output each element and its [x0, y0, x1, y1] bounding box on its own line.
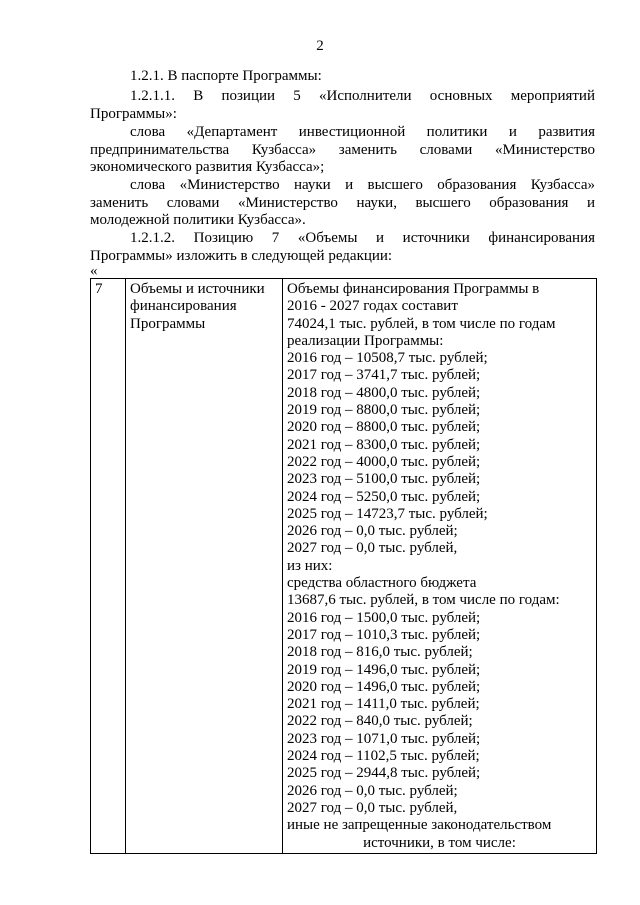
content-line: 2019 год – 8800,0 тыс. рублей;: [287, 402, 481, 419]
content-line: 2025 год – 2944,8 тыс. рублей;: [287, 765, 481, 782]
paragraph-line: 1.2.1.1. В позиции 5 «Исполнители основных мероприятий: [130, 88, 595, 104]
paragraph-1: [90, 68, 595, 86]
table-row: [91, 279, 597, 854]
content-line: средства областного бюджета: [287, 575, 477, 592]
content-line: реализации Программы:: [287, 332, 444, 349]
paragraph-line: экономического развития Кузбасса»;: [90, 159, 325, 175]
position-name-line: Программы: [130, 315, 206, 332]
position-name-line: финансирования: [130, 298, 237, 315]
paragraph-5: [90, 230, 595, 265]
content-line: 2027 год – 0,0 тыс. рублей,: [287, 799, 458, 816]
content-line: 2016 год – 10508,7 тыс. рублей;: [287, 350, 488, 367]
position-name-line: Объемы и источники: [130, 281, 265, 297]
paragraph-4: [90, 177, 595, 230]
content-line: 2021 год – 1411,0 тыс. рублей;: [287, 696, 480, 713]
content-line: источники, в том числе:: [363, 834, 516, 851]
position-content-cell: [283, 279, 597, 854]
paragraph-2: [90, 88, 595, 123]
content-line: 2017 год – 3741,7 тыс. рублей;: [287, 367, 481, 384]
paragraph-line: 1.2.1.2. Позицию 7 «Объемы и источники финансирования: [130, 230, 595, 246]
content-line: Объемы финансирования Программы в: [287, 281, 540, 297]
paragraph-line: Программы» изложить в следующей редакции:: [90, 247, 393, 264]
content-line: 2020 год – 1496,0 тыс. рублей;: [287, 678, 481, 695]
content-line: 74024,1 тыс. рублей, в том числе по годам: [287, 315, 556, 332]
program-table: [90, 278, 597, 854]
content-line: из них:: [287, 557, 333, 574]
content-line: 2026 год – 0,0 тыс. рублей;: [287, 523, 458, 540]
content-line: 2025 год – 14723,7 тыс. рублей;: [287, 505, 488, 522]
page-number: 2: [316, 38, 324, 54]
content-line: иные не запрещенные законодательством: [287, 817, 552, 834]
paragraph-line: 1.2.1. В паспорте Программы:: [130, 68, 322, 84]
paragraph-line: Программы»:: [90, 105, 177, 122]
paragraph-line: предпринимательства Кузбасса» заменить словами «Министерство: [90, 141, 595, 158]
content-line: 2021 год – 8300,0 тыс. рублей;: [287, 436, 481, 453]
content-line: 2026 год – 0,0 тыс. рублей;: [287, 782, 458, 799]
content-line: 2023 год – 5100,0 тыс. рублей;: [287, 471, 481, 488]
paragraph-line: слова «Департамент инвестиционной политики и развития: [130, 124, 595, 140]
content-line: 2024 год – 1102,5 тыс. рублей;: [287, 748, 480, 765]
content-line: 2022 год – 4000,0 тыс. рублей;: [287, 453, 481, 470]
paragraph-line: заменить словами «Министерство науки, высшего образования и: [90, 194, 595, 211]
content-line: 2019 год – 1496,0 тыс. рублей;: [287, 661, 481, 678]
content-line: 2024 год – 5250,0 тыс. рублей;: [287, 488, 481, 505]
content-line: 2016 год – 1500,0 тыс. рублей;: [287, 609, 481, 626]
position-name-cell: [126, 279, 283, 854]
content-line: 2027 год – 0,0 тыс. рублей,: [287, 540, 458, 557]
paragraph-line: слова «Министерство науки и высшего образования Кузбасса»: [130, 177, 595, 193]
content-line: 2023 год – 1071,0 тыс. рублей;: [287, 730, 481, 747]
paragraph-line: молодежной политики Кузбасса».: [90, 212, 306, 228]
content-line: 13687,6 тыс. рублей, в том числе по годам:: [287, 592, 560, 609]
position-number-cell: 7: [91, 279, 126, 854]
content-line: 2018 год – 4800,0 тыс. рублей;: [287, 384, 481, 401]
content-line: 2022 год – 840,0 тыс. рублей;: [287, 713, 473, 730]
content-line: 2017 год – 1010,3 тыс. рублей;: [287, 626, 481, 643]
paragraph-3: [90, 124, 595, 177]
opening-quote: «: [90, 263, 98, 279]
content-line: 2018 год – 816,0 тыс. рублей;: [287, 644, 473, 661]
content-line: 2016 - 2027 годах составит: [287, 298, 458, 315]
content-line: 2020 год – 8800,0 тыс. рублей;: [287, 419, 481, 436]
